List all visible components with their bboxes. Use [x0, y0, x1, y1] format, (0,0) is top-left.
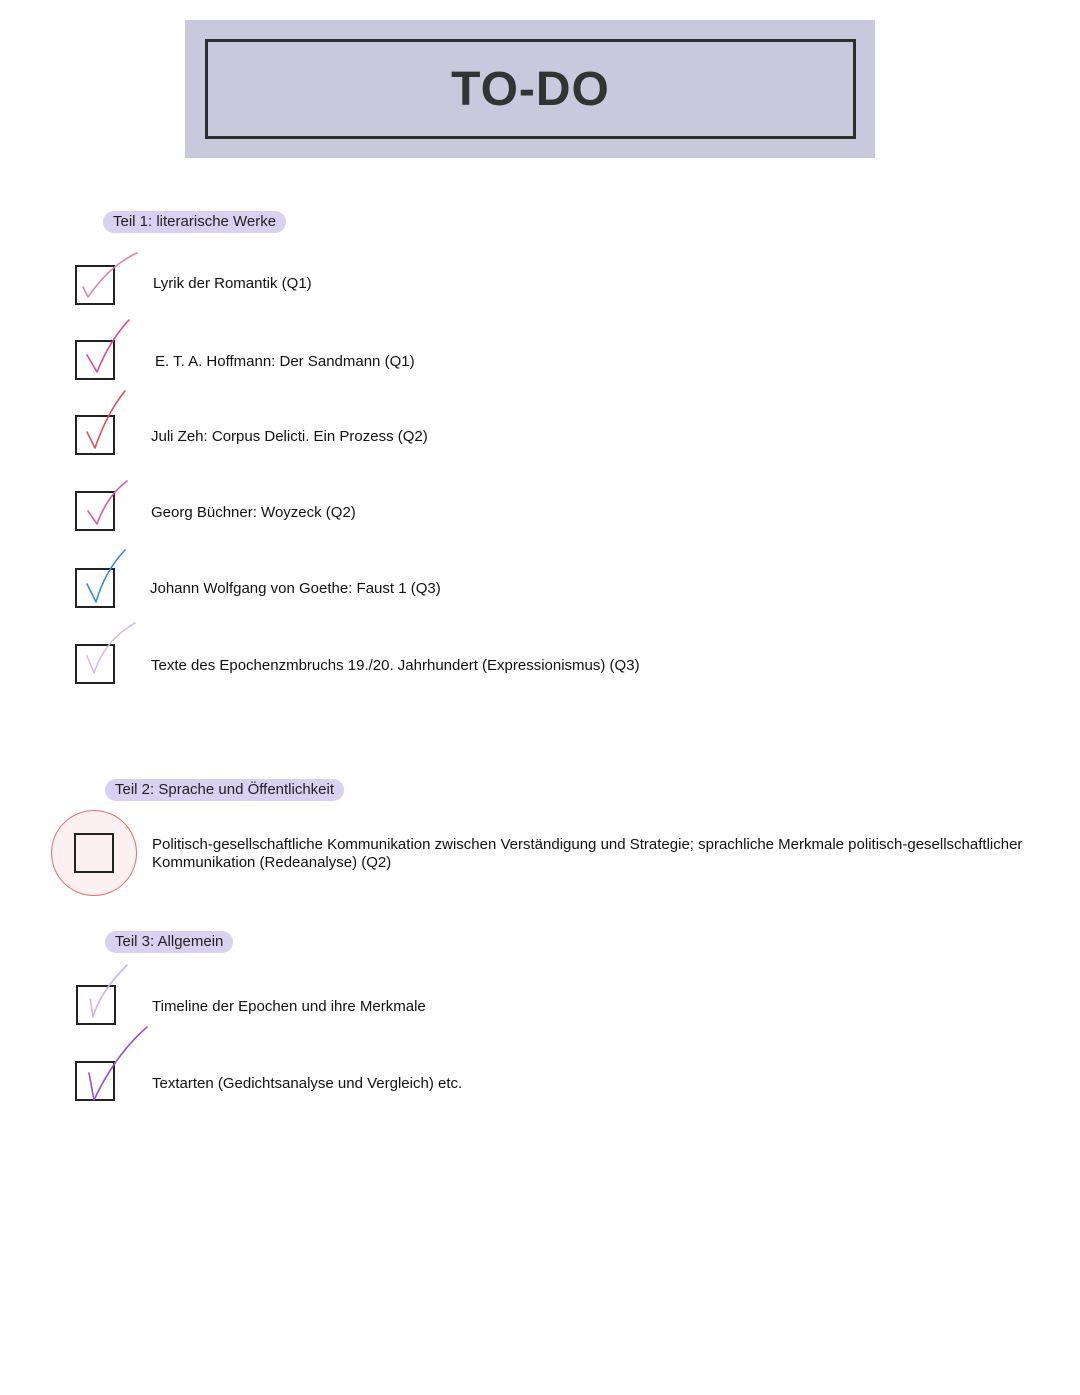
- todo-label: Juli Zeh: Corpus Delicti. Ein Prozess (Q2): [151, 428, 428, 445]
- todo-label: Georg Büchner: Woyzeck (Q2): [151, 504, 356, 521]
- todo-label: Timeline der Epochen und ihre Merkmale: [152, 998, 426, 1015]
- title-banner: [185, 20, 875, 158]
- todo-label-continued: Kommunikation (Redeanalyse) (Q2): [152, 854, 392, 871]
- todo-label: Texte des Epochenzmbruchs 19./20. Jahrhundert (Expressionismus) (Q3): [151, 657, 640, 674]
- todo-label: E. T. A. Hoffmann: Der Sandmann (Q1): [155, 353, 415, 370]
- checkmark-icon: [75, 546, 155, 626]
- checkmark-icon: [75, 618, 155, 698]
- checkmark-icon: [75, 315, 155, 395]
- todo-label: Textarten (Gedichtsanalyse und Vergleich) etc.: [152, 1075, 463, 1092]
- checkmark-icon: [75, 245, 155, 325]
- checkbox[interactable]: [74, 833, 114, 873]
- section-heading-teil-3: Teil 3: Allgemein: [105, 931, 233, 953]
- page-title: TO-DO: [451, 62, 610, 116]
- todo-label: Johann Wolfgang von Goethe: Faust 1 (Q3): [150, 580, 441, 597]
- title-frame: [205, 39, 856, 139]
- checkmark-icon: [75, 388, 155, 468]
- section-heading-teil-1: Teil 1: literarische Werke: [103, 211, 286, 233]
- todo-label: Lyrik der Romantik (Q1): [153, 275, 312, 292]
- section-heading-teil-2: Teil 2: Sprache und Öffentlichkeit: [105, 779, 344, 801]
- todo-label: Politisch-gesellschaftliche Kommunikation zwischen Verständigung und Strategie; sprachliche Merkmale politisch-gesellschaftlicher: [152, 836, 1023, 853]
- checkmark-icon: [75, 476, 155, 556]
- checkmark-icon: [75, 1025, 155, 1105]
